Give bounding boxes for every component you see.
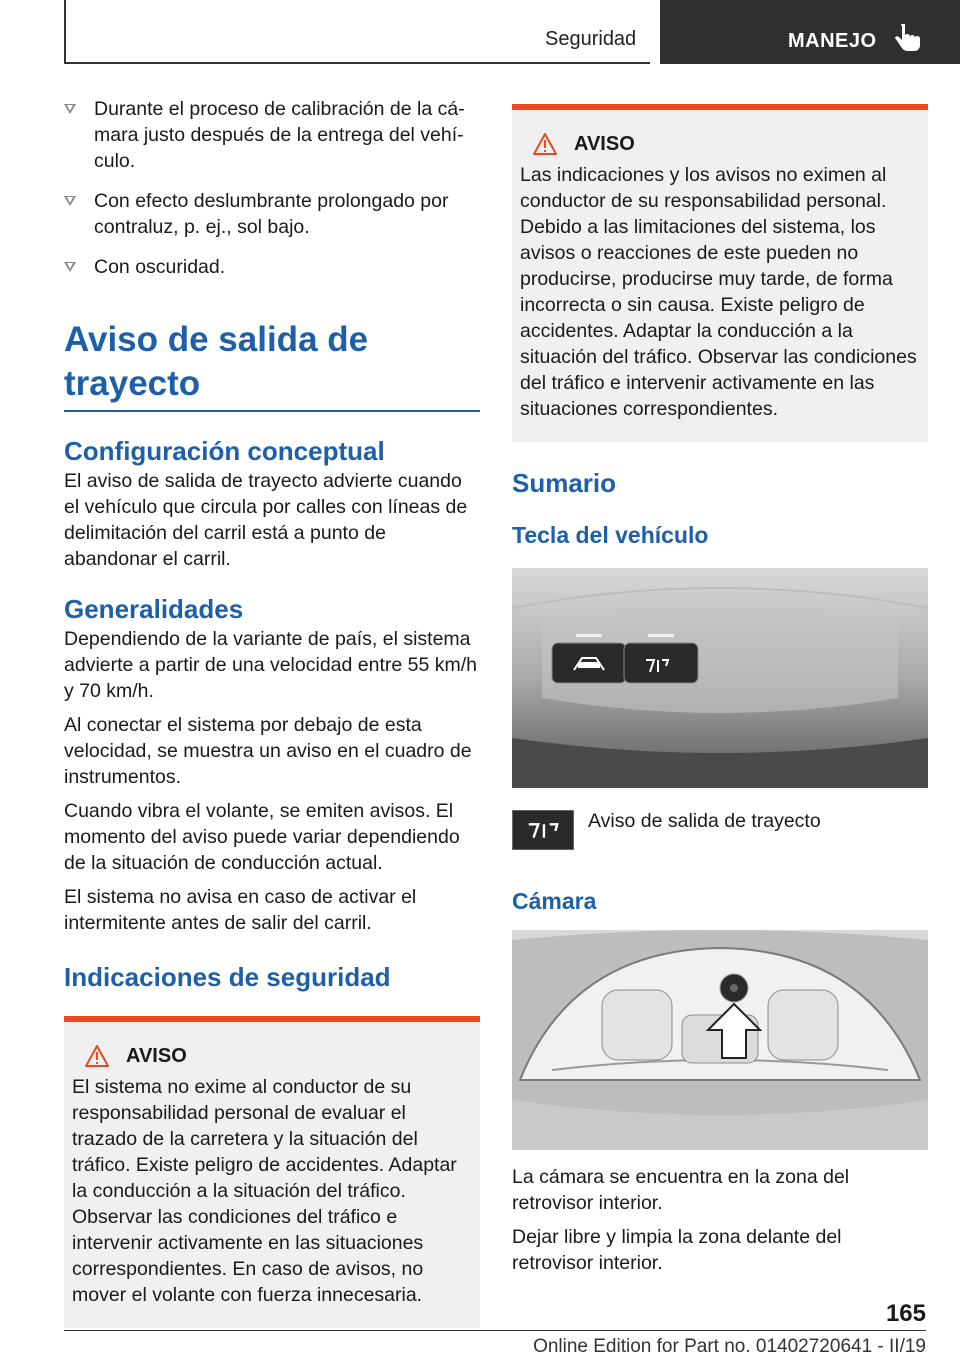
header-section-label: Seguridad xyxy=(545,28,637,50)
list-item-text: Durante el proceso de calibración de la cámara justo después de la entrega del vehículo. xyxy=(94,98,465,172)
concept-heading: Configuración conceptual xyxy=(64,436,385,466)
summary-heading: Sumario xyxy=(512,468,617,498)
camera-photo xyxy=(512,930,928,1150)
list-item-text: Con oscuridad. xyxy=(94,256,226,278)
warning-triangle-icon xyxy=(532,132,558,156)
page-title: Aviso de salida de trayecto xyxy=(64,320,369,403)
general-paragraph-3: Cuando vibra el volante, se emiten avisos. El momento del aviso puede variar dependiendo de la situación de conducción actual. xyxy=(64,800,460,874)
warning-text: Las indicaciones y los avisos no eximen al conductor de su responsabilidad personal. Debido a las limitaciones del sistema, los avisos o reacciones de este pueden no producirse, producirse muy tarde, de forma incorrecta o sin causa. Existe peligro de accidentes. Adaptar la conducción a la situación del tráfico. Observar las condiciones del tráfico e intervenir activamente en las situaciones correspondientes. xyxy=(520,164,917,420)
general-paragraph-1: Dependiendo de la variante de país, el sistema advierte a partir de una velocidad entre 55 km/h y 70 km/h. xyxy=(64,628,477,702)
hand-pointer-icon xyxy=(894,24,922,54)
warning-text: El sistema no exime al conductor de su responsabilidad personal de evaluar el trazado de la carretera y la situación del tráfico. Existe peligro de accidentes. Adaptar la conducción a la situación del tráfico. Observar las condiciones del tráfico e intervenir activamente en las situaciones correspondientes. En caso de avisos, no mover el volante con fuerza innecesaria. xyxy=(72,1076,457,1306)
left-column xyxy=(64,96,480,1328)
concept-text: El aviso de salida de trayecto advierte cuando el vehículo que circula por calles con líneas de delimitación del carril está a punto de abandonar el carril. xyxy=(64,470,468,570)
camera-paragraph-1: La cámara se encuentra en la zona del retrovisor interior. xyxy=(512,1166,850,1214)
edition-note: Online Edition for Part no. 01402720641 - II/19 xyxy=(533,1336,926,1357)
page-number: 165 xyxy=(885,1300,926,1327)
warning-box xyxy=(64,1016,480,1328)
footer-rule xyxy=(64,1330,926,1331)
list-item xyxy=(64,96,480,174)
lane-departure-button-icon xyxy=(512,810,574,850)
triangle-bullet-icon xyxy=(64,104,76,114)
button-caption: Aviso de salida de trayecto xyxy=(588,810,821,832)
warning-title-text: AVISO xyxy=(574,132,635,155)
warning-triangle-icon xyxy=(84,1044,110,1068)
list-item xyxy=(64,254,480,280)
list-item-text: Con efecto deslumbrante prolongado por contraluz, p. ej., sol bajo. xyxy=(94,190,449,238)
button-caption-row xyxy=(512,808,928,850)
triangle-bullet-icon xyxy=(64,196,76,206)
triangle-bullet-icon xyxy=(64,262,76,272)
general-paragraph-4: El sistema no avisa en caso de activar el intermitente antes de salir del carril. xyxy=(64,886,417,934)
right-column xyxy=(512,104,928,1276)
page-title-wrap xyxy=(64,318,480,412)
header-chapter-tab xyxy=(660,0,960,64)
list-item xyxy=(64,188,480,240)
safety-heading: Indicaciones de seguridad xyxy=(64,962,391,992)
camera-paragraph-2: Dejar libre y limpia la zona delante del retrovisor interior. xyxy=(512,1226,842,1274)
general-paragraph-2: Al conectar el sistema por debajo de esta velocidad, se muestra un aviso en el cuadro de instrumentos. xyxy=(64,714,472,788)
warning-title-text: AVISO xyxy=(126,1044,187,1067)
general-heading: Generalidades xyxy=(64,594,244,624)
camera-heading: Cámara xyxy=(512,888,597,914)
warning-box xyxy=(512,104,928,442)
warning-title xyxy=(520,132,920,156)
vehicle-button-photo xyxy=(512,568,928,788)
button-heading: Tecla del vehículo xyxy=(512,522,709,548)
warning-title xyxy=(72,1044,472,1068)
header-chapter-label: MANEJO xyxy=(788,30,877,52)
